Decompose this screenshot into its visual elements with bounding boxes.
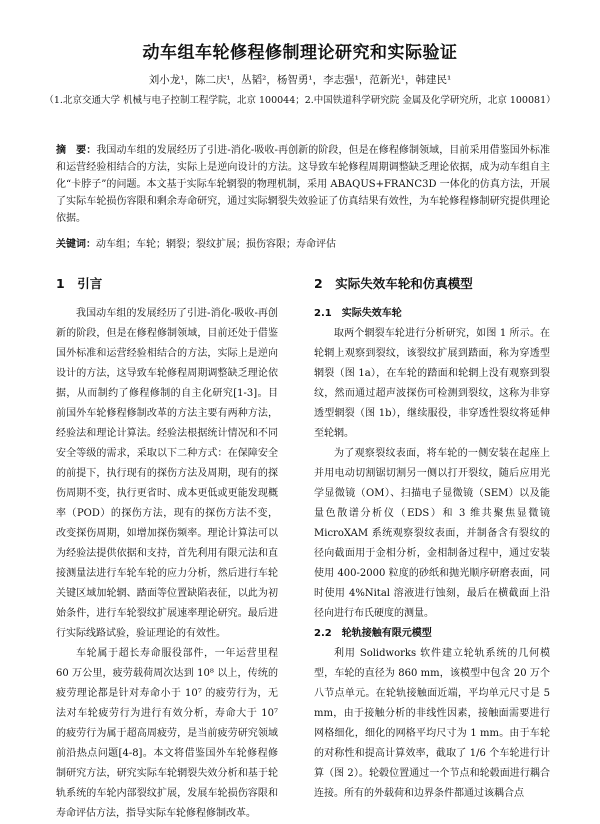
section-2-1-paragraph-2: 为了观察裂纹表面，将车轮的一侧安装在起座上并用电动切割锯切割另一侧以打开裂纹，随后应用光学显微镜（OM）、扫描电子显微镜（SEM）以及能量色散谱分析仪（EDS）和 3 维共聚焦显微镜 MicroXAM 系统观察裂纹表面，并制备含有裂纹的径向截面用于金相分析，金相制备过程中，通过安装使用 400-2000 粒度的砂纸和抛光顺序研磨表面，同时使用 4%Nital 溶液进行蚀刻，最后在横截面上沿径向进行布氏硬度的测量。	[314, 448, 550, 619]
paper-title: 动车组车轮修程修制理论研究和实际验证	[142, 43, 458, 63]
section-2-1-paragraph-1: 取两个辋裂车轮进行分析研究，如图 1 所示。在轮辋上观察到裂纹，该裂纹扩展到踏面，称为穿透型辋裂（图 1a），在车轮的踏面和轮辋上没有观察到裂纹，然而通过超声波探伤可检测到裂纹，这称为非穿透型辋裂（图 1b），继续服役，非穿透性裂纹将延伸至轮辋。	[314, 328, 550, 439]
subsection-2-2-heading: 2.2 轮轨接触有限元模型	[314, 628, 432, 639]
affiliation: （1.北京交通大学 机械与电子控制工程学院，北京 100044；2.中国铁道科学研究院 金属及化学研究所，北京 100081）	[44, 95, 556, 106]
keywords-label: 关键词：	[56, 239, 96, 250]
section-2-2-paragraph-1: 利用 Solidworks 软件建立轮轨系统的几何模型，车轮的直径为 860 mm，该模型中包含 20 万个八节点单元。在轮轨接触面近端，平均单元尺寸是 5 mm，由于接触分析的非线性因素，接触面需要进行网格细化，细化的网格平均尺寸为 1 mm。由于车轮的对称性和提高计算效率，截取了 1/6 个车轮进行计算（图 2）。轮毂位置通过一个节点和轮毂面进行耦合连接。所有的外载荷和边界条件都通过该耦合点	[314, 648, 550, 799]
left-column	[56, 268, 278, 824]
abstract	[56, 142, 550, 227]
abstract-label: 摘 要：	[56, 145, 97, 156]
section-2-heading: 2 实际失效车轮和仿真模型	[314, 276, 473, 291]
abstract-text: 我国动车组的发展经历了引进-消化-吸收-再创新的阶段，但是在修程修制领域，目前采用借鉴国外标准和运营经验相结合的方法，实际上是逆向设计的方法。这导致车轮修程周期调整缺乏理论依据，成为动车组自主化“卡脖子”的问题。本文基于实际车轮辋裂的物理机制，采用 ABAQUS+FRANC3D 一体化的仿真方法，开展了实际车轮损伤容限和剩余寿命研究，通过实际辋裂失效验证了仿真结果有效性，为车轮修程修制研究提供理论依据。	[56, 145, 550, 224]
section-1-heading: 1 引言	[56, 276, 103, 291]
keywords	[56, 235, 550, 250]
subsection-2-1-heading: 2.1 实际失效车轮	[314, 308, 402, 319]
section-1-paragraph-1: 我国动车组的发展经历了引进-消化-吸收-再创新的阶段，但是在修程修制领域，目前还处于借鉴国外标准和运营经验相结合的方法，实际上是逆向设计的方法，这导致车轮修程周期调整缺乏理论依据，从而制约了修程修制的自主化研究[1-3]。目前国外车轮修程修制改革的方法主要有两种方法，经验法和理论计算法。经验法根据统计情况和不同安全等级的需求，采取以下二种方式：在保障安全的前提下，执行现有的探伤方法及周期，现有的探伤周期不变，执行更省时、成本更低或更能发现概率（POD）的探伤方法，现有的探伤方法不变，改变探伤周期，如增加探伤频率。理论计算法可以为经验法提供依据和支持，首先利用有限元法和直接测量法进行车轮车轮的应力分析，然后进行车轮关键区域加轮辋、踏面等位置缺陷表征，以此为初始条件，进行车轮裂纹扩展速率理论研究。最后进行实际线路试验，验证理论的有效性。	[56, 308, 278, 639]
right-column	[314, 268, 550, 804]
author-list: 刘小龙¹，陈二庆¹，丛韬²，杨智勇¹，李志强¹，范新光¹，韩建民¹	[148, 74, 452, 86]
section-1-paragraph-2: 车轮属于超长寿命服役部件，一年运营里程 60 万公里，疲劳载荷周次达到 10⁸ 以上，传统的疲劳理论都是针对寿命小于 10⁷ 的疲劳行为，无法对车轮疲劳行为进行有效分析，寿命大于 10⁷ 的疲劳行为属于超高周疲劳，是当前疲劳研究领域前沿热点问题[4-8]。本文将借鉴国外车轮修程修制研究方法，研究实际车轮辋裂失效分析和基于轮轨系统的车轮内部裂纹扩展，发展车轮损伤容限和寿命评估方法，指导实际车轮修程修制改革。	[56, 648, 278, 819]
keywords-text: 动车组；车轮；辋裂；裂纹扩展；损伤容限；寿命评估	[96, 239, 336, 250]
